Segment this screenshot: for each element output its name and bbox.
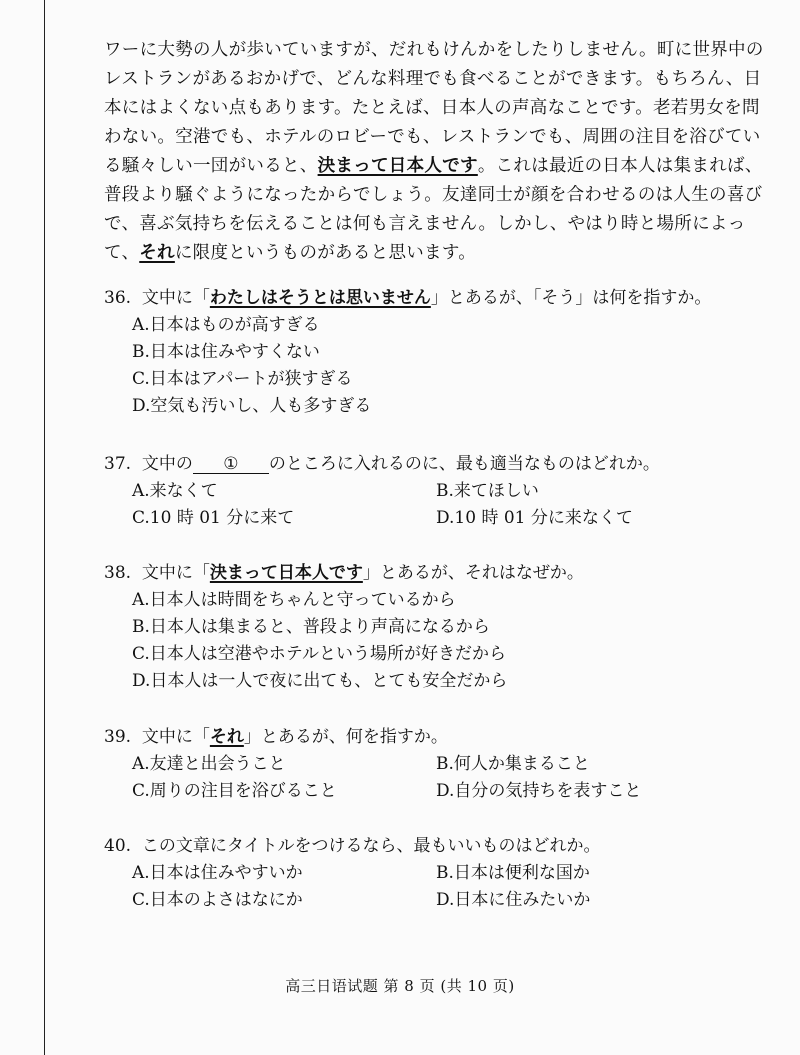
question-37 (104, 451, 784, 532)
page-footer: 高三日语试题 第 8 页 (共 10 页) (285, 977, 515, 995)
stem-text: 」とあるが、何を指すか。 (243, 727, 448, 747)
options-grid (104, 860, 784, 914)
option-d: D.日本人は一人で夜に出ても、とても安全だから (132, 671, 508, 691)
question-39 (104, 724, 784, 805)
options-list (104, 587, 784, 695)
stem-text: 文中に「 (141, 563, 210, 583)
stem-text: 文中に「 (141, 288, 210, 308)
question-36 (104, 285, 784, 420)
option-c: C.日本のよさはなにか (132, 890, 303, 910)
option-c: C.10 時 01 分に来て (132, 508, 295, 528)
question-number: 36. (104, 288, 132, 308)
passage-underline-2: それ (139, 243, 175, 263)
passage-text-part-2: 。これは最近の日本人は集まれば、普段より騒ぐようになったからでしょう。友達同士が顔を合わせるのは人生の喜びで、喜ぶ気持ちを伝えることは何も言えません。しかし、やはり時と場所によって、 (104, 156, 763, 263)
stem-text: 文中に「 (141, 727, 210, 747)
option-b: B.来てほしい (436, 481, 539, 501)
option-a: A.日本はものが高すぎる (132, 315, 320, 335)
stem-text: この文章にタイトルをつけるなら、最もいいものはどれか。 (141, 836, 601, 856)
option-a: A.友達と出会うこと (132, 754, 286, 774)
question-stem (104, 560, 784, 587)
passage-text-part-3: に限度というものがあると思います。 (174, 243, 477, 263)
question-38 (104, 560, 784, 695)
options-grid (104, 751, 784, 805)
passage-text-part-1: ワーに大勢の人が歩いていますが、だれもけんかをしたりしません。町に世界中のレストランがあるおかげで、どんな料理でも食べることができます。もちろん、日本にはよくない点もあります。たとえば、日本人の声高なことです。老若男女を問わない。空港でも、ホテルのロビーでも、レストランでも、周囲の注目を浴びている騒々しい一団がいると、 (104, 40, 764, 176)
question-stem (104, 833, 784, 860)
stem-text: のところに入れるのに、最も適当なものはどれか。 (268, 454, 660, 474)
page-left-rule (44, 0, 45, 1055)
options-list (104, 312, 784, 420)
option-b: B.日本は便利な国か (436, 863, 590, 883)
question-number: 37. (104, 454, 132, 474)
option-d: D.日本に住みたいか (436, 890, 591, 910)
stem-text: 文中の (141, 454, 193, 474)
option-b: B.日本は住みやすくない (132, 342, 320, 362)
option-c: C.日本人は空港やホテルという場所が好きだから (132, 644, 506, 664)
question-number: 39. (104, 727, 132, 747)
quoted-phrase: 決まって日本人です (209, 563, 363, 583)
options-grid (104, 478, 784, 532)
option-b: B.何人か集まること (436, 754, 590, 774)
option-d: D.自分の気持ちを表すこと (436, 781, 642, 801)
option-c: C.日本はアパートが狭すぎる (132, 369, 353, 389)
blank-marker: ① (193, 455, 269, 474)
reading-passage (104, 36, 764, 268)
question-number: 40. (104, 836, 132, 856)
passage-text (104, 36, 764, 268)
option-a: A.日本人は時間をちゃんと守っているから (132, 590, 456, 610)
option-b: B.日本人は集まると、普段より声高になるから (132, 617, 490, 637)
quoted-phrase: わたしはそうとは思いません (209, 288, 431, 308)
quoted-phrase: それ (209, 727, 244, 747)
option-c: C.周りの注目を浴びること (132, 781, 337, 801)
passage-underline-1: 決まって日本人です (317, 156, 478, 176)
stem-text: 」とあるが、それはなぜか。 (362, 563, 584, 583)
question-number: 38. (104, 563, 132, 583)
option-a: A.来なくて (132, 481, 218, 501)
question-stem (104, 285, 784, 312)
option-d: D.10 時 01 分に来なくて (436, 508, 633, 528)
question-stem (104, 451, 784, 478)
stem-text: 」とあるが、「そう」は何を指すか。 (430, 288, 712, 308)
option-a: A.日本は住みやすいか (132, 863, 303, 883)
question-stem (104, 724, 784, 751)
option-d: D.空気も汚いし、人も多すぎる (132, 396, 372, 416)
question-40 (104, 833, 784, 914)
